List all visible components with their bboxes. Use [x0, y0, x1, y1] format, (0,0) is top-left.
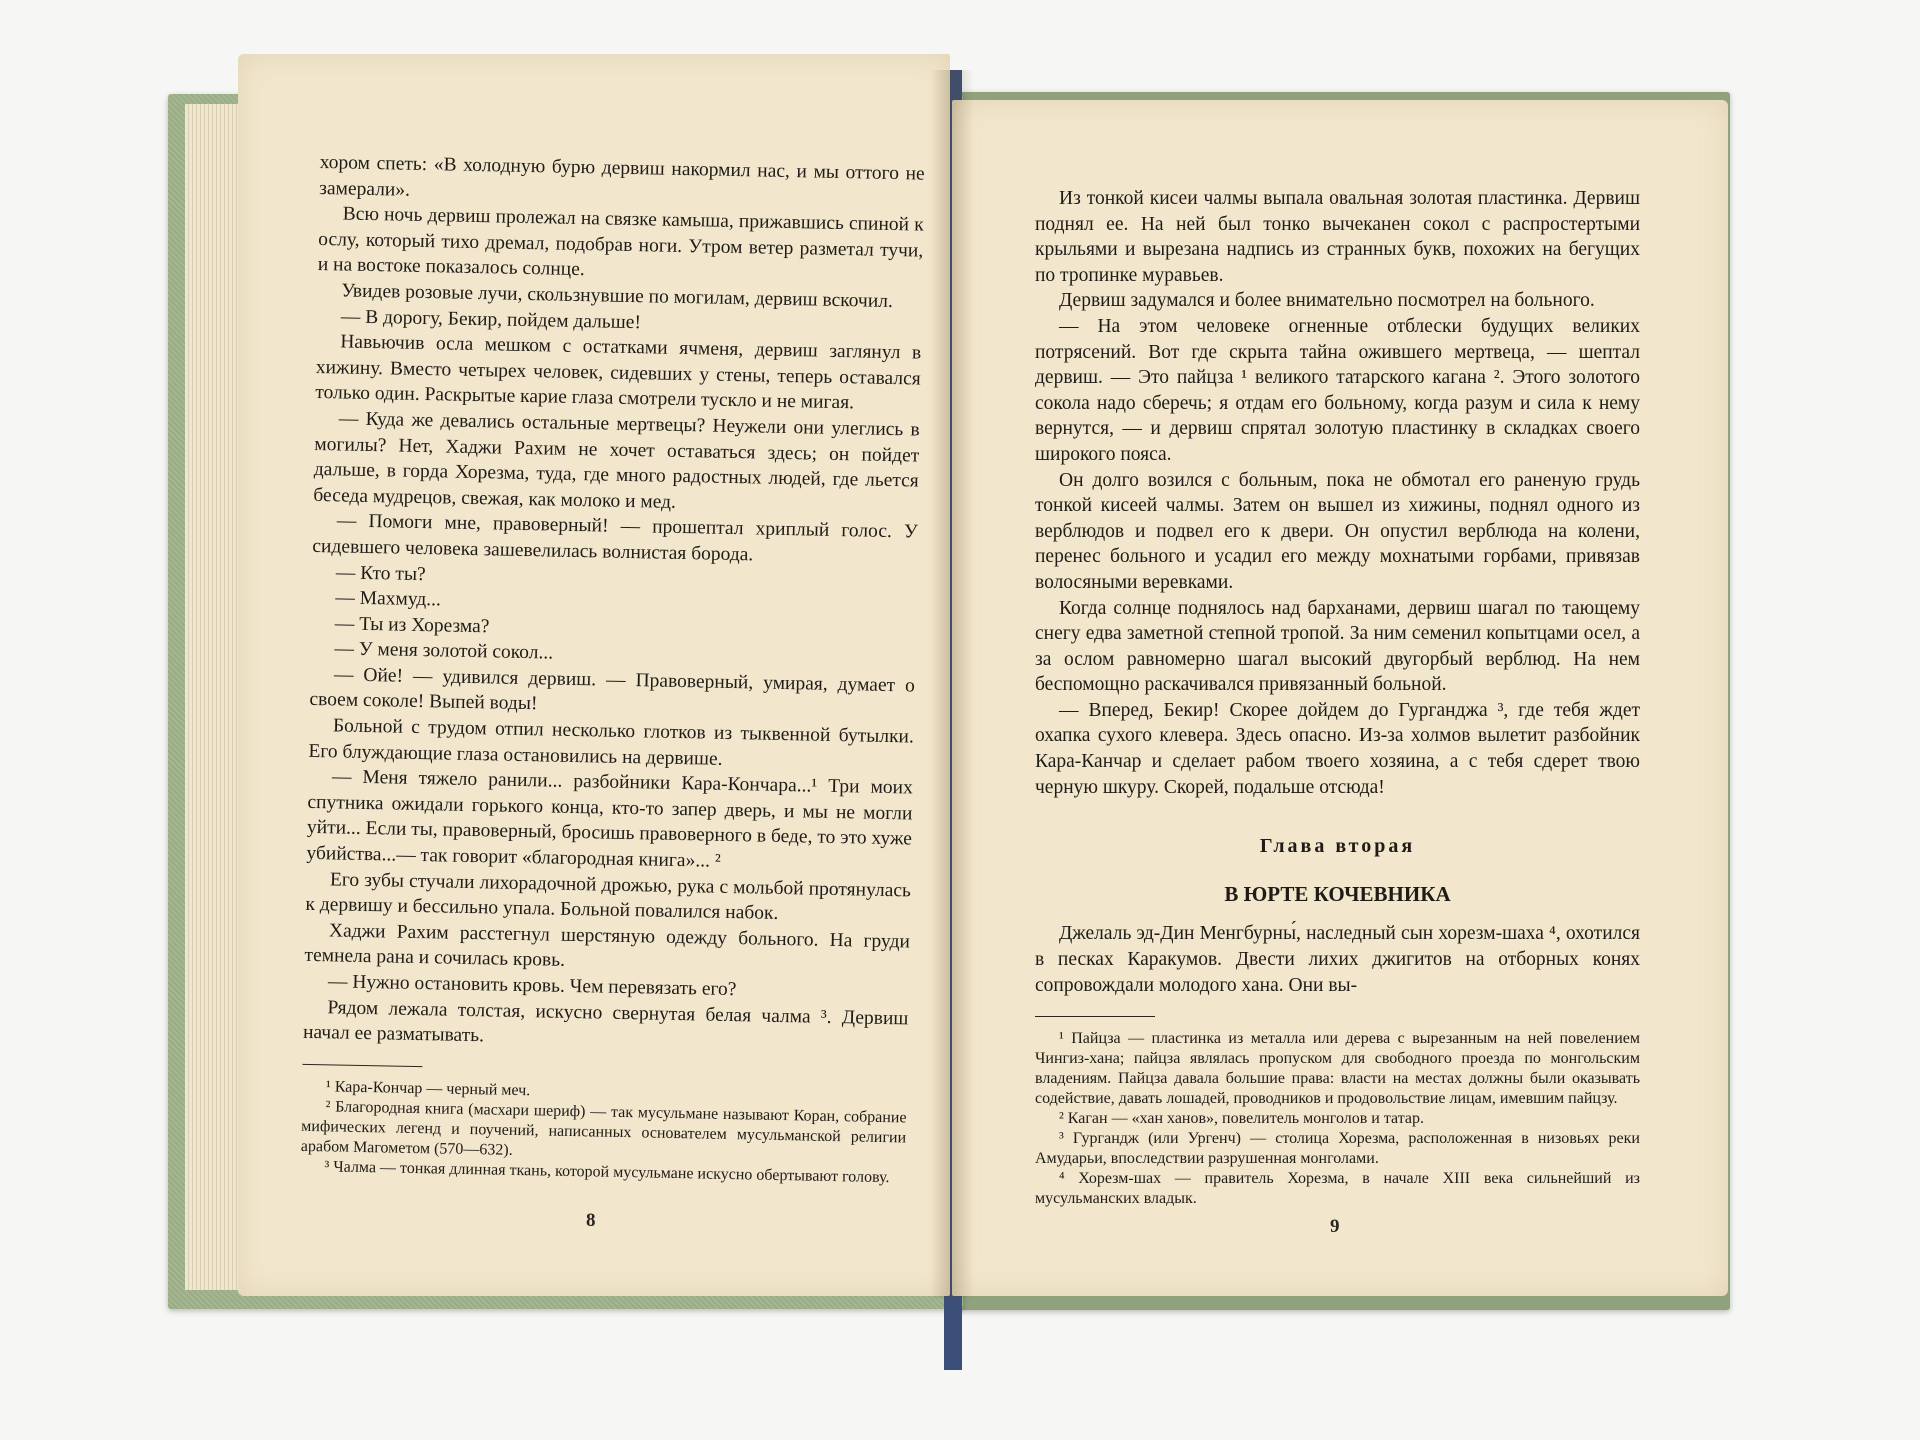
left-page-text: [300, 150, 925, 1188]
page-number: 9: [1330, 1216, 1340, 1237]
footnote: ¹ Пайцза — пластинка из металла или дерева с вырезанным на ней повелением Чингиз-хана; пайцза являлась пропуском для свободного проезда по монгольским владениям. Пайцза давала большие права: власти на местах должны были оказывать содействие, давать лошадей, проводников и продовольствие лицам, имевшим пайцзу.: [1035, 1030, 1640, 1108]
paragraph: — Вперед, Бекир! Скорее дойдем до Гурганджа ³, где тебя ждет охапка сухого клевера. Здесь опасно. Из-за холмов вылетит разбойник Кара-Канчар и сделает рабом твоего хозяина, а с тебя сдерет твою черную шкуру. Скорей, подальше отсюда!: [1035, 699, 1640, 798]
paragraph: Его зубы стучали лихорадочной дрожью, рука с мольбой протянулась к дервишу и бессильно упала. Больной повалился набок.: [305, 868, 912, 925]
paragraph: Больной с трудом отпил несколько глотков из тыквенной бутылки. Его блуждающие глаза остановились на дервише.: [308, 715, 915, 770]
footnote: ² Каган — «хан ханов», повелитель монголов и татар.: [1059, 1110, 1424, 1128]
paragraph: хором спеть: «В холодную бурю дервиш накормил нас, и мы оттого не замерали».: [319, 151, 925, 201]
paragraph: — Кто ты?: [335, 561, 426, 585]
paragraph: — У меня золотой сокол...: [334, 638, 554, 664]
footnotes: [300, 1077, 907, 1189]
paragraph: — Помоги мне, правоверный! — прошептал хриплый голос. У сидевшего человека зашевелилась волнистая борода.: [312, 510, 918, 566]
paragraph: Хаджи Рахим расстегнул шерстяную одежду больного. На груди темнела рана и сочилась кровь.: [304, 920, 911, 972]
book-gutter: [930, 70, 974, 1298]
paragraph: Джелаль эд-Дин Менгбурны́, наследный сын хорезм-шаха ⁴, охотился в песках Каракумов. Двести лихих джигитов на отборных конях сопровождали молодого хана. Они вы-: [1035, 923, 1640, 996]
paragraph: Всю ночь дервиш пролежал на связке камыша, прижавшись спиной к ослу, который тихо дремал, подобрав ноги. Утром ветер разметал тучи, и на востоке показалось солнце.: [317, 203, 924, 281]
paragraph: Рядом лежала толстая, искусно свернутая белая чалма ³. Дервиш начал ее разматывать.: [302, 996, 909, 1047]
footnote: ¹ Кара-Кончар — черный меч.: [325, 1078, 531, 1099]
chapter-heading: Глава вторая: [1259, 835, 1416, 858]
paragraph: — Куда же девались остальные мертвецы? Неужели они улеглись в могилы? Нет, Хаджи Рахим не хочет оставаться здесь; он пойдет дальше, в горда Хорезма, туда, где много радостных людей, где льется беседа мудрецов, свежая, как молоко и мед.: [313, 408, 920, 513]
footnote: ³ Гургандж (или Ургенч) — столица Хорезма, расположенная в низовьях реки Амударьи, впоследствии разрушенная монголами.: [1035, 1130, 1640, 1168]
paragraph: — Нужно остановить кровь. Чем перевязать его?: [327, 971, 737, 1001]
paragraph: — Меня тяжело ранили... разбойники Кара-Кончара...¹ Три моих спутника ожидали горького конца, кто-то запер дверь, и мы не могли уйти... Если ты, правоверный, бросишь правоверного в беде, то это хуже убийства...— так говорит «благородная книга»... ²: [306, 766, 914, 872]
right-page-text: [1035, 186, 1640, 1209]
chapter-title: В ЮРТЕ КОЧЕВНИКА: [1224, 881, 1451, 906]
paragraph: — На этом человеке огненные отблески будущих великих потрясений. Вот где скрыта тайна ожившего мертвеца, — шептал дервиш. — Это пайцза ¹ великого татарского кагана ². Этого золотого сокола надо сберечь; я отдам его больному, когда разум и сила к нему вернутся, — и дервиш спрятал золотую пластинку в складках своего широкого пояса.: [1035, 315, 1640, 465]
footnotes: [1035, 1029, 1640, 1209]
paragraph: Увидев розовые лучи, скользнувшие по могилам, дервиш вскочил.: [341, 280, 894, 312]
footnote: ² Благородная книга (масхари шериф) — так мусульмане называют Коран, собрание мифических легенд и поучений, написанных основателем мусульманской религии арабом Магометом (570—632).: [300, 1098, 907, 1159]
page-number: 8: [586, 1210, 596, 1231]
page-edges: [185, 104, 245, 1290]
paragraph: Из тонкой кисеи чалмы выпала овальная золотая пластинка. Дервиш поднял ее. На ней был тонко вычеканен сокол с распростертыми крыльями и вырезана надпись из странных букв, похожих на бегущих по тропинке муравьев.: [1035, 188, 1640, 286]
paragraph: Когда солнце поднялось над барханами, дервиш шагал по тающему снегу едва заметной степной тропой. За ним семенил копытцами осел, а за ослом равномерно шагал высокий двугорбый верблюд. На нем беспомощно раскачивался привязанный больной.: [1035, 597, 1640, 696]
paragraph: — Ты из Хорезма?: [334, 613, 490, 638]
paragraph: Навьючив осла мешком с остатками ячменя, дервиш заглянул в хижину. Вместо четырех человек, сидевших у стены, теперь оставался только один. Раскрытые карие глаза смотрели тускло и не мигая.: [315, 331, 922, 414]
footnote: ⁴ Хорезм-шах — правитель Хорезма, в начале XIII века сильнейший из мусульманских владык.: [1035, 1170, 1640, 1208]
paragraph: — Махмуд...: [335, 587, 442, 611]
paragraph: — Ойе! — удивился дервиш. — Правоверный, умирая, думает о своем соколе! Выпей воды!: [309, 664, 916, 715]
paragraph: Дервиш задумался и более внимательно посмотрел на больного.: [1059, 290, 1595, 312]
paragraph: Он долго возился с больным, пока не обмотал его раненую грудь тонкой кисеей чалмы. Затем он вышел из хижины, поднял одного из верблюдов и подвел его к двери. Он опустил верблюда на колени, перенес больного и усадил его между мохнатыми горбами, привязав волосяными веревками.: [1035, 469, 1640, 593]
paragraph: — В дорогу, Бекир, пойдем дальше!: [340, 305, 642, 333]
footnote-rule: [1035, 1016, 1155, 1017]
footnote-rule: [302, 1064, 422, 1067]
footnote: ³ Чалма — тонкая длинная ткань, которой мусульмане искусно обертывают голову.: [324, 1158, 890, 1186]
